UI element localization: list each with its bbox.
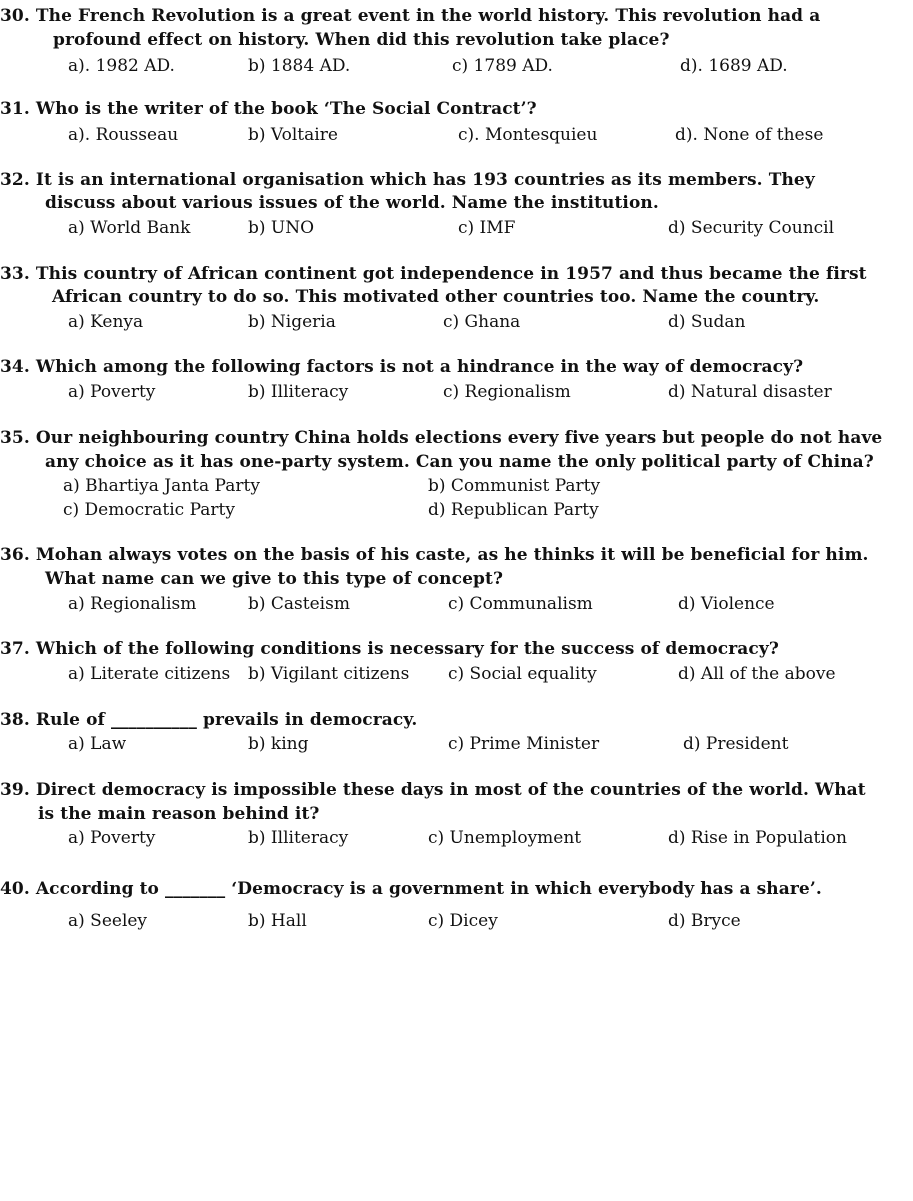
question-text: discuss about various issues of the world. Name the institution. xyxy=(45,193,659,213)
option-a: a) Poverty xyxy=(68,382,156,402)
question-text: 38. Rule of __________ prevails in democracy. xyxy=(0,710,418,730)
option-d: d). 1689 AD. xyxy=(680,56,788,76)
option-c: c) Regionalism xyxy=(443,382,571,402)
option-a: a). Rousseau xyxy=(68,125,179,145)
option-d: d) Bryce xyxy=(668,911,741,931)
question-text: 31. Who is the writer of the book ‘The Social Contract’? xyxy=(0,99,537,119)
option-b: b) Voltaire xyxy=(248,125,338,145)
option-b: b) king xyxy=(248,734,309,754)
question-text: any choice as it has one-party system. Can you name the only political party of China? xyxy=(45,452,874,472)
option-d: d) Natural disaster xyxy=(668,382,832,402)
option-d: d) Rise in Population xyxy=(668,828,847,848)
question-text: is the main reason behind it? xyxy=(38,804,320,824)
option-c: c) Democratic Party xyxy=(63,500,235,520)
option-c: c). Montesquieu xyxy=(458,125,598,145)
question-text: What name can we give to this type of concept? xyxy=(45,569,504,589)
option-a: a) Bhartiya Janta Party xyxy=(63,476,260,496)
option-b: b) Illiteracy xyxy=(248,382,349,402)
option-b: b) Nigeria xyxy=(248,312,336,332)
option-d: d) Sudan xyxy=(668,312,746,332)
option-a: a) World Bank xyxy=(68,218,191,238)
option-b: b) Illiteracy xyxy=(248,828,349,848)
question-text: 32. It is an international organisation which has 193 countries as its members. They xyxy=(0,170,815,190)
question-text: 39. Direct democracy is impossible these days in most of the countries of the world. What xyxy=(0,780,866,800)
option-b: b) 1884 AD. xyxy=(248,56,351,76)
question-text: 40. According to _______ ‘Democracy is a government in which everybody has a share’. xyxy=(0,879,822,899)
option-a: a) Seeley xyxy=(68,911,148,931)
option-c: c) IMF xyxy=(458,218,516,238)
option-c: c) Communalism xyxy=(448,594,593,614)
option-c: c) Prime Minister xyxy=(448,734,600,754)
option-b: b) Communist Party xyxy=(428,476,601,496)
option-c: c) 1789 AD. xyxy=(452,56,553,76)
option-c: c) Unemployment xyxy=(428,828,582,848)
option-d: d) Republican Party xyxy=(428,500,599,520)
option-c: c) Social equality xyxy=(448,664,597,684)
option-a: a) Regionalism xyxy=(68,594,197,614)
question-text: 30. The French Revolution is a great event in the world history. This revolution had a xyxy=(0,6,821,26)
option-b: b) UNO xyxy=(248,218,315,238)
option-d: d). None of these xyxy=(675,125,824,145)
option-a: a) Poverty xyxy=(68,828,156,848)
option-d: d) Violence xyxy=(678,594,775,614)
question-text: 37. Which of the following conditions is necessary for the success of democracy? xyxy=(0,639,779,659)
option-b: b) Casteism xyxy=(248,594,350,614)
option-c: c) Ghana xyxy=(443,312,521,332)
option-b: b) Vigilant citizens xyxy=(248,664,410,684)
question-text: 33. This country of African continent got independence in 1957 and thus became the first xyxy=(0,264,867,284)
question-text: profound effect on history. When did this revolution take place? xyxy=(53,30,670,50)
option-d: d) All of the above xyxy=(678,664,836,684)
question-text: 35. Our neighbouring country China holds elections every five years but people do not have xyxy=(0,428,883,448)
question-text: 36. Mohan always votes on the basis of his caste, as he thinks it will be beneficial for him. xyxy=(0,545,869,565)
question-text: African country to do so. This motivated other countries too. Name the country. xyxy=(52,287,820,307)
option-d: d) President xyxy=(683,734,789,754)
option-a: a) Literate citizens xyxy=(68,664,231,684)
question-text: 34. Which among the following factors is not a hindrance in the way of democracy? xyxy=(0,357,804,377)
option-c: c) Dicey xyxy=(428,911,498,931)
option-a: a) Kenya xyxy=(68,312,144,332)
option-d: d) Security Council xyxy=(668,218,835,238)
option-b: b) Hall xyxy=(248,911,307,931)
option-a: a) Law xyxy=(68,734,127,754)
option-a: a). 1982 AD. xyxy=(68,56,175,76)
